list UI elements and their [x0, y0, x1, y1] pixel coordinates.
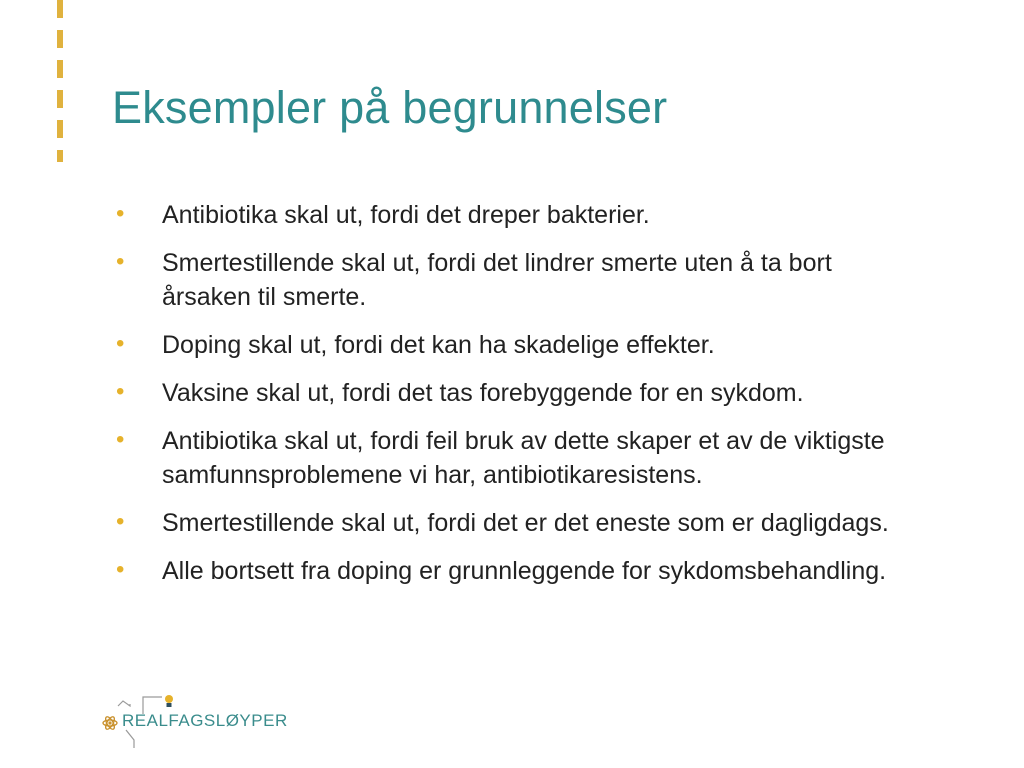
bullet-text: Smertestillende skal ut, fordi det lindrer smerte uten å ta bort årsaken til smerte.	[162, 249, 832, 311]
bullet-text: Doping skal ut, fordi det kan ha skadelige effekter.	[162, 331, 715, 359]
bullet-item	[112, 424, 912, 492]
bullet-text: Antibiotika skal ut, fordi feil bruk av dette skaper et av de viktigste samfunnsproblemene vi har, antibiotikaresistens.	[162, 427, 885, 489]
bullet-point-icon: •	[116, 200, 125, 227]
bullet-item	[112, 246, 912, 314]
bullet-point-icon: •	[116, 556, 125, 583]
bullet-point-icon: •	[116, 330, 125, 357]
bullet-point-icon: •	[116, 378, 125, 405]
bullet-text: Alle bortsett fra doping er grunnleggende for sykdomsbehandling.	[162, 557, 887, 585]
bullet-item	[112, 506, 912, 540]
slide-title: Eksempler på begrunnelser	[112, 82, 668, 133]
bullet-text: Antibiotika skal ut, fordi det dreper bakterier.	[162, 201, 650, 229]
logo-wordmark: REALFAGSLØYPER	[122, 711, 288, 730]
bullet-item	[112, 376, 912, 410]
bullet-text: Vaksine skal ut, fordi det tas forebyggende for en sykdom.	[162, 379, 804, 407]
bullet-item	[112, 198, 912, 232]
accent-dashed-line	[57, 0, 63, 162]
bullet-point-icon: •	[116, 248, 125, 275]
bullet-list	[112, 198, 912, 602]
bullet-text: Smertestillende skal ut, fordi det er det eneste som er dagligdags.	[162, 509, 889, 537]
bullet-point-icon: •	[116, 426, 125, 453]
bullet-item	[112, 328, 912, 362]
bullet-point-icon: •	[116, 508, 125, 535]
bullet-item	[112, 554, 912, 588]
realfagsloyper-logo	[100, 692, 288, 752]
